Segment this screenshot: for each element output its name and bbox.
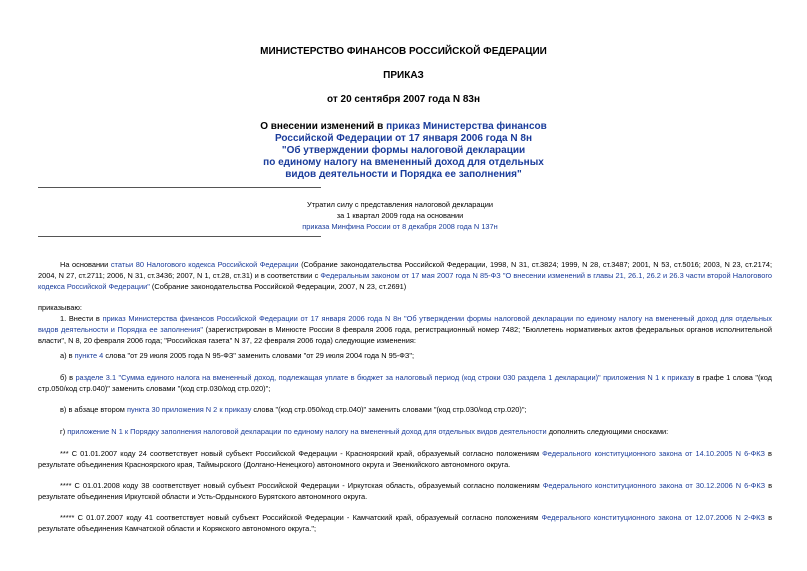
ministry-heading: МИНИСТЕРСТВО ФИНАНСОВ РОССИЙСКОЙ ФЕДЕРАЦИИ <box>260 46 547 57</box>
repeal-note <box>200 199 600 232</box>
divider-bottom <box>38 236 321 237</box>
repeal-note-line: за 1 квартал 2009 года на основании <box>336 211 464 220</box>
date-number-heading: от 20 сентября 2007 года N 83н <box>327 94 480 105</box>
divider-top <box>38 187 321 188</box>
fkz-6-2005-link[interactable]: Федерального конституционного закона от 14.10.2005 N 6-ФКЗ <box>542 449 765 458</box>
footnote-krasnoyarsk: *** С 01.01.2007 коду 24 соответствует новый субъект Российской Федерации - Красноярский край, образуемый согласно положениям Федерального конституционного закона от 14.10.2005 N 6-ФКЗ в результате объединения Красноярского края, Таймырского (Долгано-Ненецкого) автономного округа и Эвенкийского автономного округа. <box>38 449 772 469</box>
item-b-paragraph: б) в разделе 3.1 "Сумма единого налога на вмененный доход, подлежащая уплате в бюджет за налоговый период (код строки 030 раздела 1 декларации)" приложения N 1 к приказу в графе 1 слова "(код стр.050/код стр.040)" заменить словами "(код стр.030/код стр.020)"; <box>38 373 772 393</box>
item-1-paragraph: 1. Внести в приказ Министерства финансов Российской Федерации от 17 января 2006 года N 8н "Об утверждении формы налоговой декларации по единому налогу на вмененный доход для отдельных видов деятельности и Порядка ее заполнения" (зарегистрирован в Минюсте России 8 февраля 2006 года, регистрационный номер 7482; "Бюллетень нормативных актов федеральных органов исполнительной власти", N 8, 20 февраля 2006 года; "Российская газета" N 37, 22 февраля 2006 года) следующие изменения: <box>38 314 772 345</box>
appendix-1-link[interactable]: приложение N 1 к Порядку заполнения налоговой декларации по единому налогу на вмененный доход для отдельных видов деятельности <box>67 427 547 436</box>
item-v-paragraph: в) в абзаце втором пункта 30 приложения N 2 к приказу слова "(код стр.050/код стр.040)" заменить словами "(код стр.030/код стр.020)"; <box>60 405 527 414</box>
clause-4-link[interactable]: пункте 4 <box>74 351 104 360</box>
footnote-kamchatka: ***** С 01.07.2007 коду 41 соответствует новый субъект Российской Федерации - Камчатский край, образуемый согласно положениям Федерального конституционного закона от 12.07.2006 N 2-ФКЗ в результате объединения Камчатской области и Корякского автономного округа."; <box>38 513 773 533</box>
preamble-paragraph: На основании статьи 80 Налогового кодекса Российской Федерации (Собрание законодательства Российской Федерации, 1998, N 31, ст.3824; 1999, N 28, ст.3487; 2001, N 53, ст.5016; 2003, N 23, ст.2174; 2004, N 27, ст.2711; 2006, N 31, ст.3436; 2007, N 1, ст.28, ст.31) и в соответствии с Федеральным законом от 17 мая 2007 года N 85-ФЗ "О внесении изменений в главы 21, 26.1, 26.2 и 26.3 части второй Налогового кодекса Российской Федерации" (Собрание законодательства Российской Федерации, 2007, N 23, ст.2691) <box>38 260 772 291</box>
item-a-paragraph: а) в пункте 4 слова "от 29 июля 2005 года N 95-ФЗ" заменить словами "от 29 июля 2004 года N 95-ФЗ"; <box>60 351 415 360</box>
doc-type-heading: ПРИКАЗ <box>383 70 424 81</box>
fkz-2-2006-link[interactable]: Федерального конституционного закона от 12.07.2006 N 2-ФКЗ <box>541 513 765 522</box>
clause-30-link[interactable]: пункта 30 приложения N 2 к приказу <box>126 405 252 414</box>
federal-law-link[interactable]: Федеральным законом от 17 мая 2007 года N 85-ФЗ "О внесении изменений в главы 21, 26.1, 26.2 и 26.3 части второй Налогового кодекса Российской Федерации" <box>38 271 772 291</box>
repeal-note-link[interactable]: приказа Минфина России от 8 декабря 2008 года N 137н <box>302 222 498 231</box>
order-word: приказываю: <box>38 303 82 312</box>
document-title <box>0 121 807 181</box>
tax-code-link[interactable]: статьи 80 Налогового кодекса Российской Федерации <box>110 260 299 269</box>
title-link[interactable]: Российской Федерации от 17 января 2006 года N 8н <box>275 133 532 144</box>
title-link[interactable]: видов деятельности и Порядка ее заполнения" <box>285 169 522 180</box>
title-link[interactable]: приказ Министерства финансов <box>386 121 547 132</box>
title-link[interactable]: "Об утверждении формы налоговой декларации <box>281 145 526 156</box>
repeal-note-line: Утратил силу с представления налоговой декларации <box>307 200 493 209</box>
section-3-1-link[interactable]: разделе 3.1 "Сумма единого налога на вмененный доход, подлежащая уплате в бюджет за налоговый период (код строки 030 раздела 1 декларации)" приложения N 1 к приказу <box>75 373 694 382</box>
fkz-6-2006-link[interactable]: Федерального конституционного закона от 30.12.2006 N 6-ФКЗ <box>542 481 766 490</box>
item-g-paragraph: г) приложение N 1 к Порядку заполнения налоговой декларации по единому налогу на вмененный доход для отдельных видов деятельности дополнить следующими сносками: <box>60 427 669 436</box>
title-link[interactable]: по единому налогу на вмененный доход для отдельных <box>263 157 544 168</box>
title-prefix: О внесении изменений в <box>260 121 387 132</box>
order-8n-link[interactable]: приказ Министерства финансов Российской Федерации от 17 января 2006 года N 8н "Об утверждении формы налоговой декларации по единому налогу на вмененный доход для отдельных видов деятельности и Порядка ее заполнения" <box>38 314 772 334</box>
footnote-irkutsk: **** С 01.01.2008 коду 38 соответствует новый субъект Российской Федерации - Иркутская область, образуемый согласно положениям Федерального конституционного закона от 30.12.2006 N 6-ФКЗ в результате объединения Иркутской области и Усть-Ордынского Бурятского автономного округа. <box>38 481 772 501</box>
